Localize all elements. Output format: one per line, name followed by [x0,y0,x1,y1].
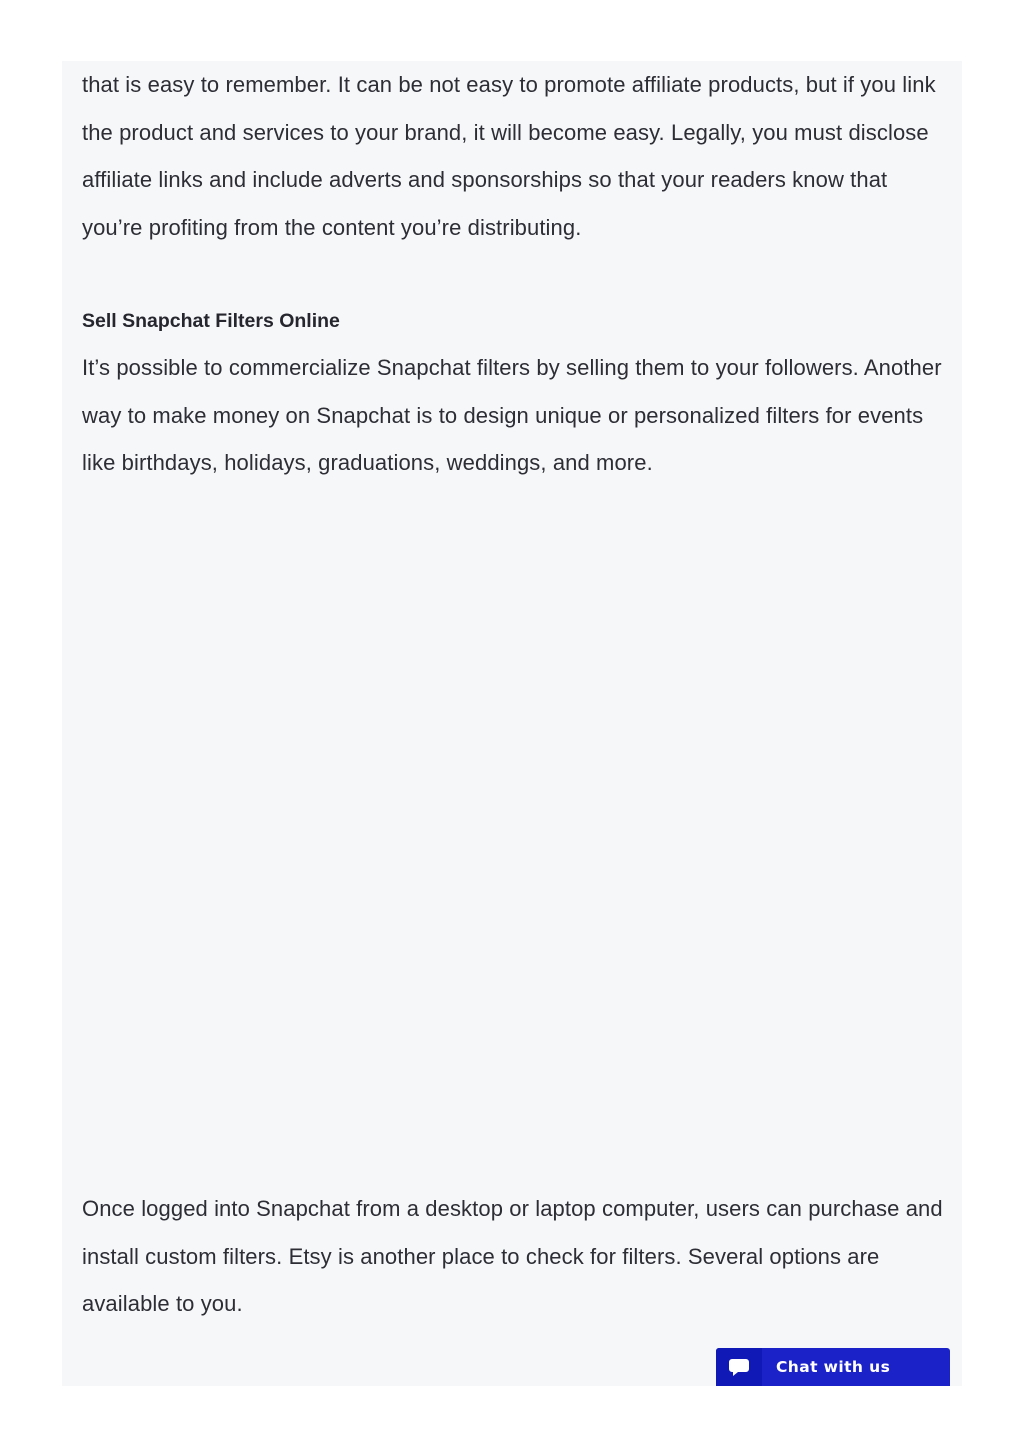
chat-bubble-icon [716,1348,762,1386]
article-paragraph: It’s possible to commercialize Snapchat filters by selling them to your followers. Another way to make money on Snapchat is to design unique or personalized filters for events like birthdays, holidays, graduations, weddings, and more. [82,355,942,475]
chat-with-us-button[interactable] [716,1348,950,1386]
chat-button-label: Chat with us [776,1358,891,1376]
media-placeholder [82,501,942,1181]
article-paragraph: Once logged into Snapchat from a desktop or laptop computer, users can purchase and install custom filters. Etsy is another place to check for filters. Several options are available to you. [82,1196,943,1316]
section-heading: Sell Snapchat Filters Online [82,310,340,332]
article-content [62,61,962,1386]
article-paragraph: that is easy to remember. It can be not easy to promote affiliate products, but if you link the product and services to your brand, it will become easy. Legally, you must disclose affiliate links and include adverts and sponsorships so that your readers know that you’re profiting from the content you’re distributing. [82,72,936,240]
